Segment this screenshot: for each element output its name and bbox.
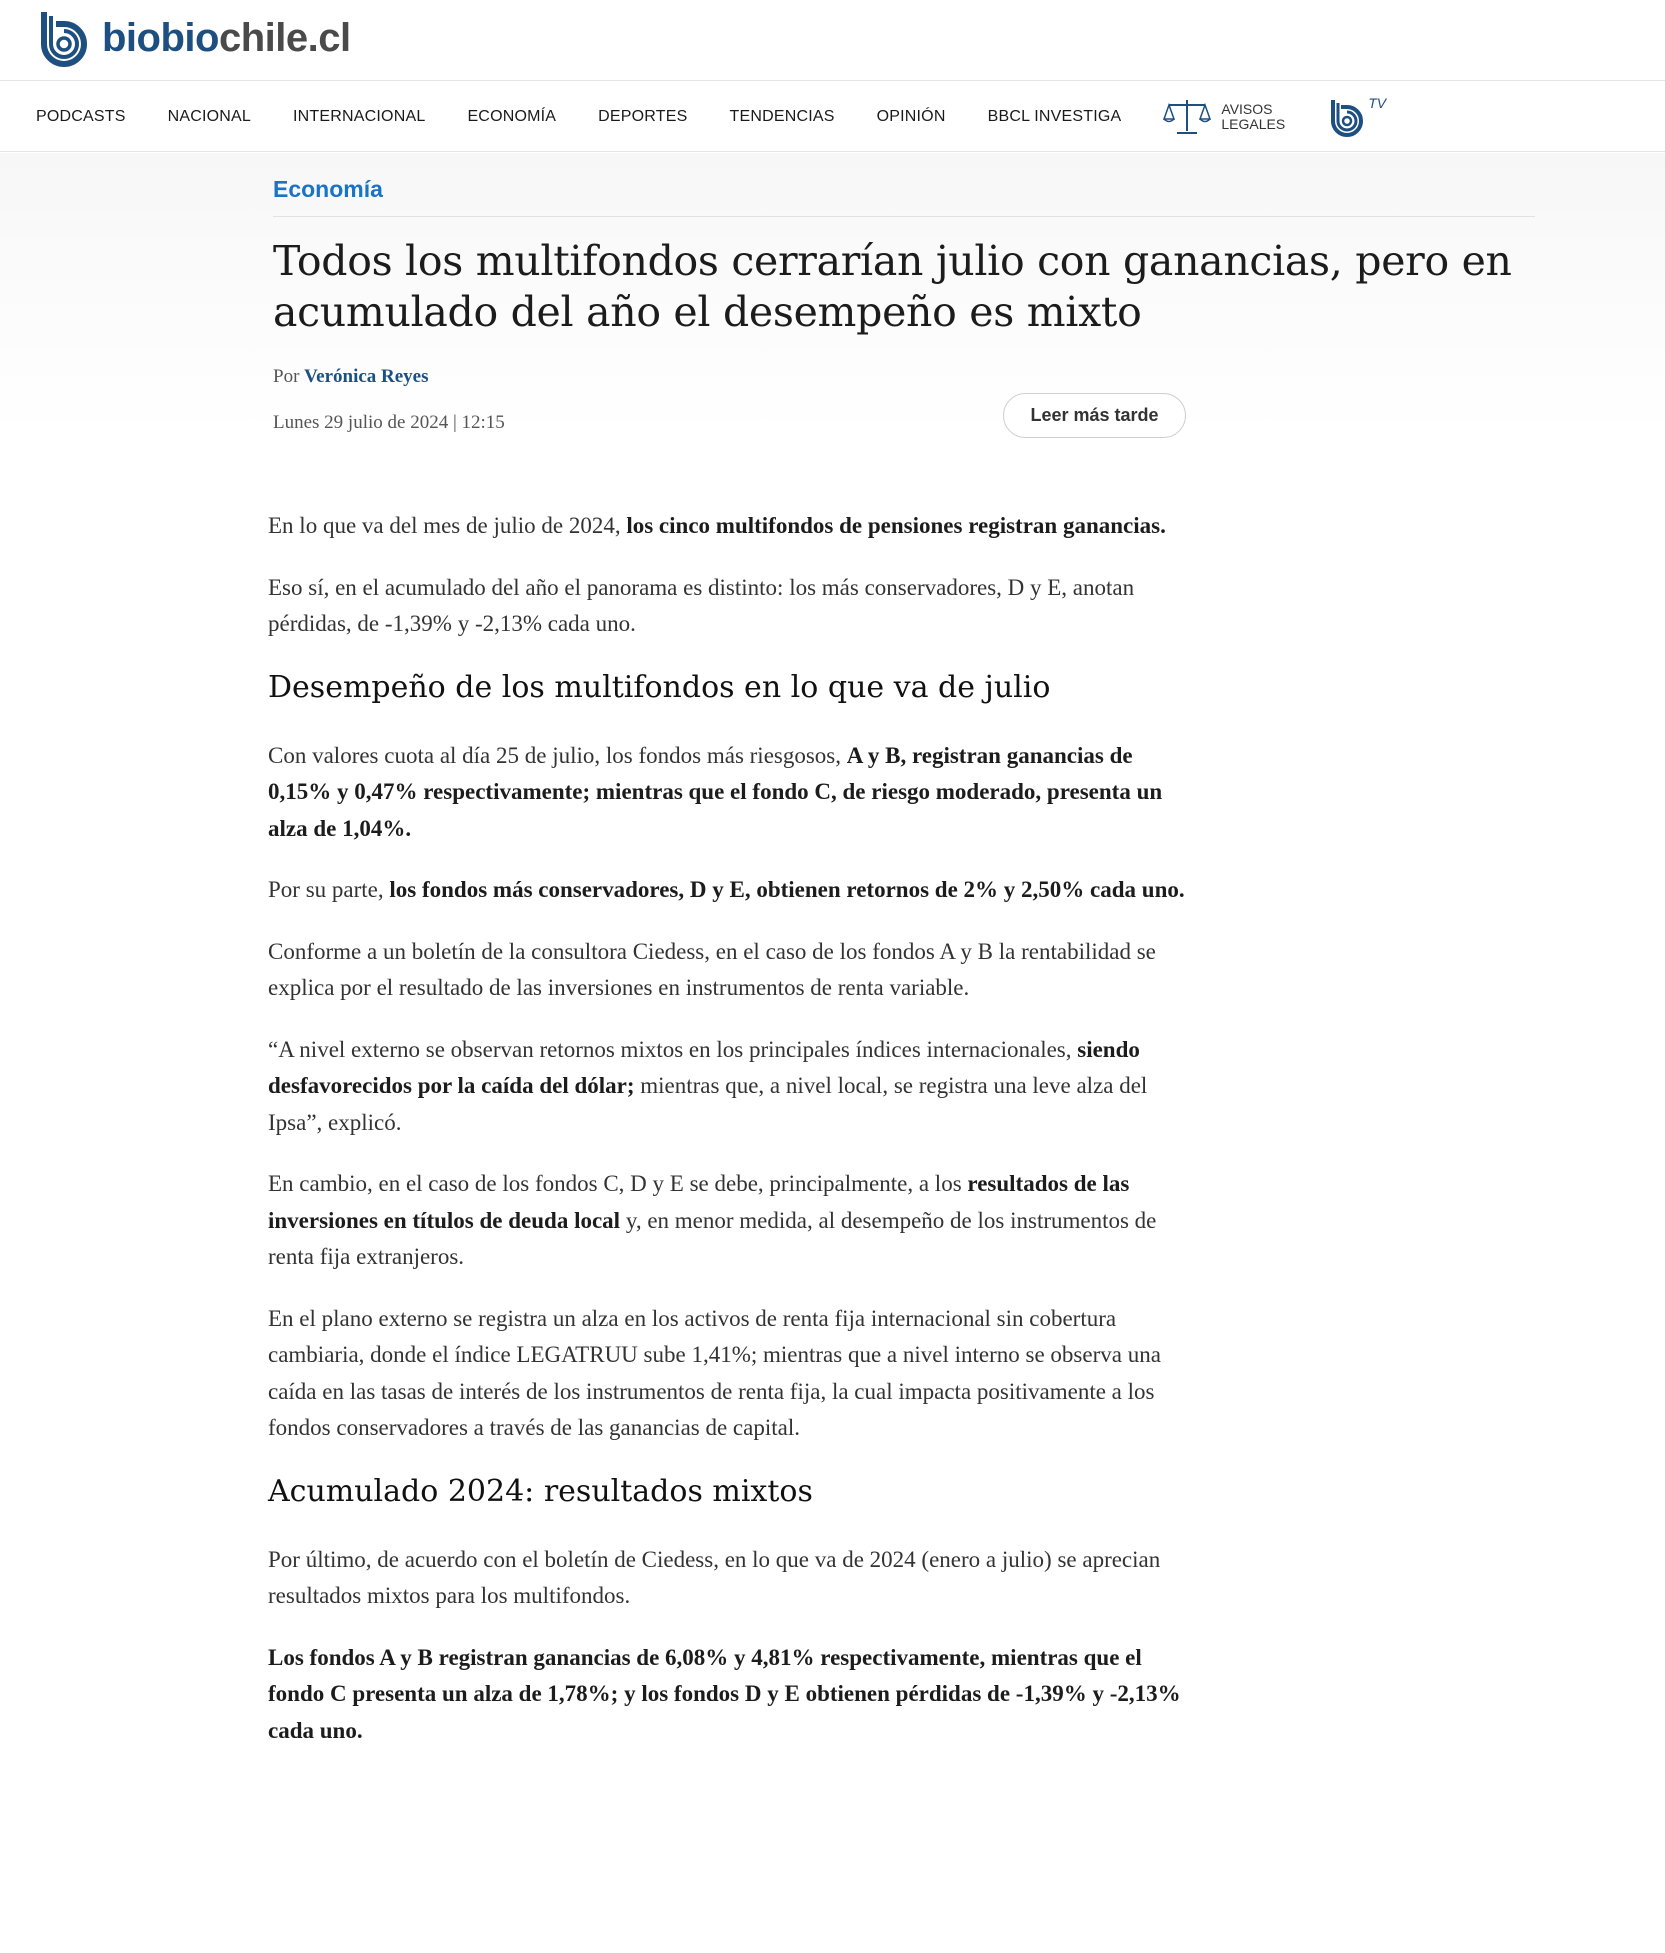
biobio-tv-logo-icon	[1327, 97, 1367, 137]
paragraph: En cambio, en el caso de los fondos C, D y E se debe, principalmente, a los resultados de las inversiones en títulos de deuda local y, en menor medida, al desempeño de los instrumentos de renta fija extranjeros.	[268, 1171, 1157, 1269]
nav-item-nacional[interactable]: NACIONAL	[167, 108, 252, 125]
nav-item-internacional[interactable]: INTERNACIONAL	[293, 108, 426, 125]
quote-paragraph: “A nivel externo se observan retornos mixtos en los principales índices internacionales, siendo desfavorecidos por la caída del dólar; mientras que, a nivel local, se registra una leve alza del Ipsa”, explicó.	[268, 1036, 1148, 1135]
section-heading-julio: Desempeño de los multifondos en lo que va de julio	[268, 669, 1051, 705]
nav-item-bbcl-investiga[interactable]: BBCL INVESTIGA	[987, 108, 1122, 125]
nav-item-podcasts[interactable]: PODCASTS	[36, 108, 126, 125]
main-nav	[0, 80, 1665, 152]
article-category-link[interactable]: Economía	[273, 176, 383, 202]
paragraph: Por su parte, los fondos más conservadores, D y E, obtienen retornos de 2% y 2,50% cada uno.	[268, 877, 1185, 902]
paragraph: En lo que va del mes de julio de 2024, los cinco multifondos de pensiones registran ganancias.	[268, 513, 1166, 538]
scales-icon	[1163, 97, 1211, 137]
category-divider	[273, 216, 1535, 217]
article-byline	[273, 366, 429, 388]
nav-item-tendencias[interactable]: TENDENCIAS	[729, 108, 835, 125]
nav-item-avisos-legales[interactable]	[1163, 97, 1285, 137]
article-body	[268, 508, 1188, 1774]
paragraph: Con valores cuota al día 25 de julio, los fondos más riesgosos, A y B, registran ganancias de 0,15% y 0,47% respectivamente; mientras que el fondo C, de riesgo moderado, presenta un alza de 1,04%.	[268, 742, 1163, 841]
article-title: Todos los multifondos cerrarían julio con ganancias, pero en acumulado del año el desempeño es mixto	[273, 237, 1512, 336]
site-logo-text: biobiochile.cl	[102, 15, 351, 60]
author-link[interactable]: Verónica Reyes	[304, 366, 429, 387]
nav-item-biobio-tv[interactable]	[1327, 97, 1386, 137]
section-heading-acumulado: Acumulado 2024: resultados mixtos	[268, 1473, 813, 1509]
read-later-button[interactable]: Leer más tarde	[1003, 393, 1186, 438]
nav-item-opinion[interactable]: OPINIÓN	[876, 108, 946, 125]
paragraph: En el plano externo se registra un alza en los activos de renta fija internacional sin cobertura cambiaria, donde el índice LEGATRUU sube 1,41%; mientras que a nivel interno se observa una caída en las tasas de interés de los instrumentos de renta fija, la cual impacta positivamente a los fondos conservadores a través de las ganancias de capital.	[268, 1305, 1161, 1440]
nav-item-economia[interactable]: ECONOMÍA	[467, 108, 557, 125]
tv-label: TV	[1368, 95, 1387, 111]
article-date: Lunes 29 julio de 2024 | 12:15	[273, 412, 505, 433]
paragraph: Conforme a un boletín de la consultora Ciedess, en el caso de los fondos A y B la rentabilidad se explica por el resultado de las inversiones en instrumentos de renta variable.	[268, 938, 1156, 1000]
byline-prefix: Por	[273, 366, 300, 387]
paragraph: Por último, de acuerdo con el boletín de Ciedess, en lo que va de 2024 (enero a julio) se aprecian resultados mixtos para los multifondos.	[268, 1546, 1161, 1608]
site-logo[interactable]	[36, 8, 351, 68]
top-header	[0, 0, 1665, 80]
avisos-legales-label: AVISOS LEGALES	[1221, 101, 1286, 132]
paragraph: Los fondos A y B registran ganancias de 6,08% y 4,81% respectivamente, mientras que el fondo C presenta un alza de 1,78%; y los fondos D y E obtienen pérdidas de -1,39% y -2,13% cada uno.	[268, 1644, 1181, 1743]
biobio-logo-icon	[36, 8, 92, 68]
paragraph: Eso sí, en el acumulado del año el panorama es distinto: los más conservadores, D y E, anotan pérdidas, de -1,39% y -2,13% cada uno.	[268, 574, 1135, 636]
nav-item-deportes[interactable]: DEPORTES	[598, 108, 688, 125]
